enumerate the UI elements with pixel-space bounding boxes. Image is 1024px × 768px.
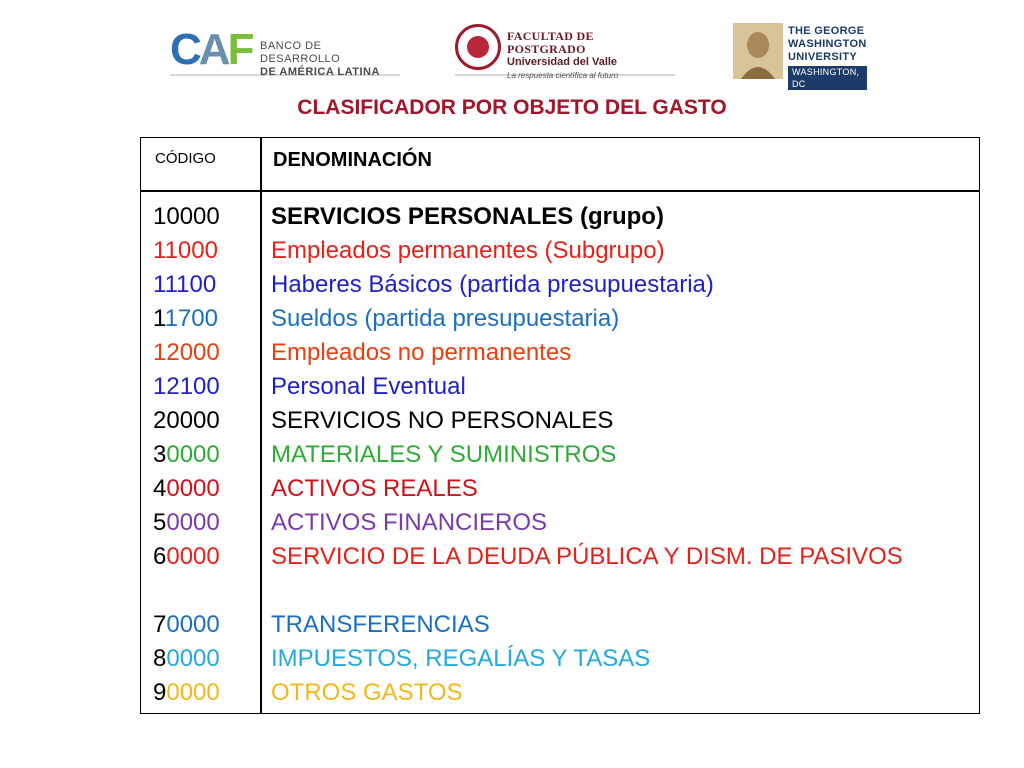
table-row: [141, 642, 979, 676]
portrait-icon: [733, 23, 783, 79]
logo-bar: [170, 20, 867, 89]
table-body: [141, 200, 979, 710]
row-code: 70000: [153, 611, 220, 638]
caf-line-2: DE AMÉRICA LATINA: [260, 66, 380, 78]
row-name: OTROS GASTOS: [271, 679, 463, 706]
row-name: Sueldos (partida presupuestaria): [271, 305, 620, 332]
row-code: 50000: [153, 509, 220, 536]
row-code: 12100: [153, 373, 220, 400]
gwu-logo: [733, 23, 867, 89]
table-row: [141, 200, 979, 234]
row-name: MATERIALES Y SUMINISTROS: [271, 441, 617, 468]
row-code: 90000: [153, 679, 220, 706]
gwu-name: [788, 25, 867, 91]
page-title: CLASIFICADOR POR OBJETO DEL GASTO: [297, 96, 727, 119]
header-name: DENOMINACIÓN: [273, 149, 432, 171]
table-row: [141, 506, 979, 540]
row-code: 11700: [153, 305, 218, 332]
table-row: [141, 370, 979, 404]
row-name: SERVICIO DE LA DEUDA PÚBLICA Y DISM. DE PASIVOS: [271, 543, 903, 570]
univalle-logo: [455, 24, 675, 80]
row-code: 11100: [153, 271, 217, 298]
row-name: IMPUESTOS, REGALÍAS Y TASAS: [271, 645, 651, 672]
table-row: [141, 302, 979, 336]
row-code: 40000: [153, 475, 220, 502]
gwu-line-3: UNIVERSITY: [788, 51, 858, 63]
row-name: Empleados no permanentes: [271, 339, 572, 366]
row-name: ACTIVOS FINANCIEROS: [271, 509, 548, 536]
row-code: 11000: [153, 237, 218, 264]
classifier-table: [140, 137, 980, 714]
row-name: TRANSFERENCIAS: [271, 611, 490, 638]
row-name: SERVICIOS NO PERSONALES: [271, 407, 614, 434]
univalle-line-3: La respuesta científica al futuro: [507, 71, 619, 80]
table-row: [141, 438, 979, 472]
univalle-line-1: FACULTAD DE POSTGRADO: [507, 29, 594, 56]
table-row: [141, 268, 979, 302]
caf-logo: [170, 26, 400, 76]
table-row: [141, 336, 979, 370]
table-row: [141, 676, 979, 710]
university-seal-icon: [455, 24, 501, 70]
table-row: [141, 472, 979, 506]
univalle-line-2: Universidad del Valle: [507, 56, 618, 68]
univalle-name: [507, 30, 675, 82]
row-name: Empleados permanentes (Subgrupo): [271, 237, 665, 264]
caf-name: [260, 40, 400, 79]
gwu-line-2: WASHINGTON: [788, 38, 867, 50]
row-name: Haberes Básicos (partida presupuestaria): [271, 271, 714, 298]
table-row: [141, 234, 979, 268]
caf-wordmark: CAF: [170, 25, 252, 74]
row-name: ACTIVOS REALES: [271, 475, 478, 502]
table-row: [141, 608, 979, 642]
table-row: [141, 404, 979, 438]
gwu-line-1: THE GEORGE: [788, 25, 865, 37]
row-name: Personal Eventual: [271, 373, 466, 400]
caf-line-1: BANCO DE DESARROLLO: [260, 40, 341, 65]
row-code: 60000: [153, 543, 220, 570]
row-code: 10000: [153, 203, 220, 230]
row-code: 20000: [153, 407, 220, 434]
table-row: [141, 540, 979, 608]
row-name: SERVICIOS PERSONALES (grupo): [271, 203, 664, 230]
gwu-line-4: WASHINGTON, DC: [788, 66, 867, 90]
row-code: 12000: [153, 339, 220, 366]
header-code: CÓDIGO: [155, 150, 216, 167]
row-code: 80000: [153, 645, 220, 672]
header-divider: [141, 190, 979, 192]
row-code: 30000: [153, 441, 220, 468]
